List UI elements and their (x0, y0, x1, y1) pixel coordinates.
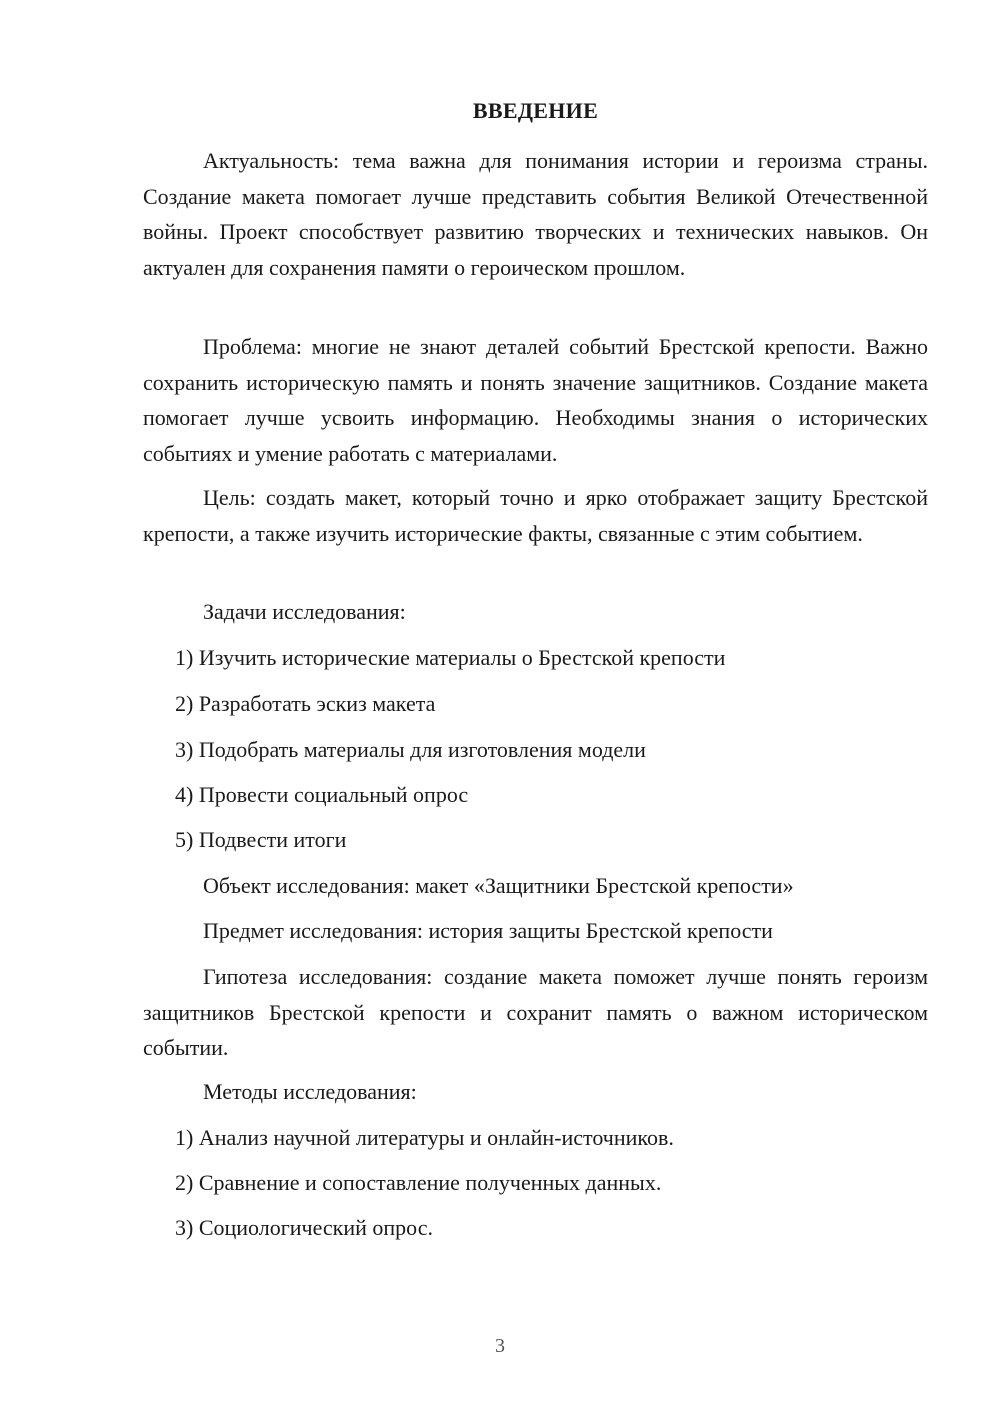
page-title: ВВЕДЕНИЕ (472, 98, 599, 123)
hypothesis-paragraph: Гипотеза исследования: создание макета поможет лучше понять героизм защитников Брестской крепости и сохранит память о важном историческом событии. (143, 964, 928, 1060)
research-object: Объект исследования: макет «Защитники Брестской крепости» (203, 873, 794, 898)
method-item: 2) Сравнение и сопоставление полученных данных. (175, 1170, 662, 1195)
tasks-heading: Задачи исследования: (203, 599, 406, 624)
task-item: 2) Разработать эскиз макета (175, 691, 436, 716)
task-item: 3) Подобрать материалы для изготовления модели (175, 737, 646, 762)
task-item: 1) Изучить исторические материалы о Брестской крепости (175, 645, 726, 670)
relevance-paragraph: Актуальность: тема важна для понимания истории и героизма страны. Создание макета помогает лучше представить события Великой Отечественной войны. Проект способствует развитию творческих и технических навыков. Он актуален для сохранения памяти о героическом прошлом. (143, 148, 928, 280)
goal-paragraph: Цель: создать макет, который точно и ярко отображает защиту Брестской крепости, а также изучить исторические факты, связанные с этим событием. (143, 485, 928, 546)
task-item: 4) Провести социальный опрос (175, 782, 469, 807)
research-subject: Предмет исследования: история защиты Брестской крепости (203, 918, 773, 943)
task-item: 5) Подвести итоги (175, 827, 347, 852)
page-number: 3 (495, 1335, 505, 1357)
method-item: 3) Социологический опрос. (175, 1215, 433, 1240)
methods-heading: Методы исследования: (203, 1079, 417, 1104)
problem-paragraph: Проблема: многие не знают деталей событий Брестской крепости. Важно сохранить историческую память и понять значение защитников. Создание макета помогает лучше усвоить информацию. Необходимы знания о исторических событиях и умение работать с материалами. (143, 334, 928, 466)
method-item: 1) Анализ научной литературы и онлайн-источников. (175, 1125, 674, 1150)
